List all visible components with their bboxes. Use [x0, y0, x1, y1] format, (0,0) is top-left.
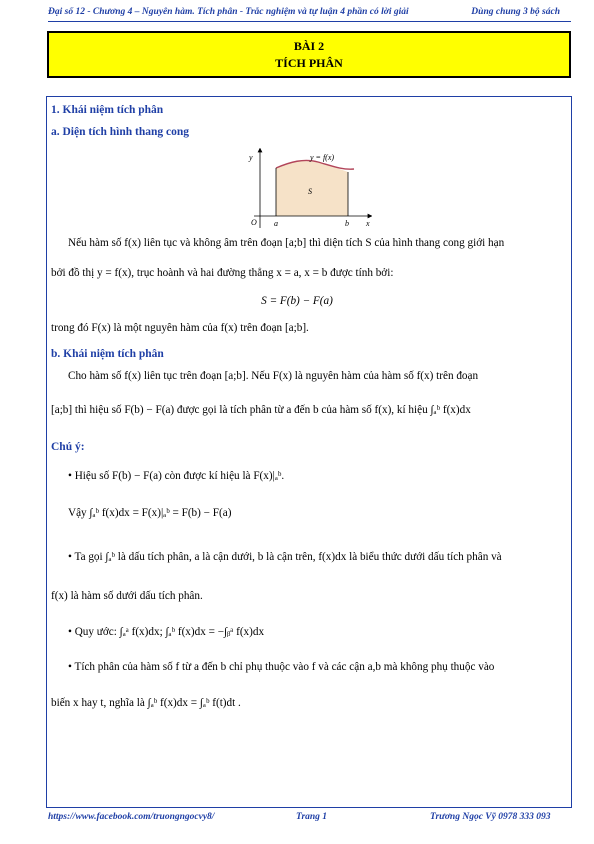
note-2-line2: f(x) là hàm số dưới dấu tích phân.: [51, 590, 203, 602]
y-label: y: [249, 153, 253, 162]
title-line-2: TÍCH PHÂN: [275, 56, 343, 70]
note-3: • Quy ước: ∫ₐᵃ f(x)dx; ∫ₐᵇ f(x)dx = −∫ᵦᵃ f(x)dx: [68, 626, 265, 638]
title-line-1: BÀI 2: [293, 39, 325, 53]
header-divider: [48, 21, 571, 22]
b-label: b: [345, 219, 349, 228]
subsection-b-heading: b. Khái niệm tích phân: [51, 348, 164, 360]
note-heading: Chú ý:: [51, 441, 85, 453]
para2-line1: Cho hàm số f(x) liên tục trên đoạn [a;b]. Nếu F(x) là nguyên hàm của hàm số f(x) trên đoạn: [68, 370, 479, 382]
origin-label: O: [251, 218, 257, 227]
shaded-region: [276, 160, 348, 216]
header-left: Đại số 12 - Chương 4 – Nguyên hàm. Tích phân - Trắc nghiệm và tự luận 4 phần có lời giải: [48, 7, 409, 17]
footer-author: Trương Ngọc Vỹ 0978 333 093: [430, 812, 551, 822]
footer-link[interactable]: https://www.facebook.com/truongngocvy8/: [48, 812, 215, 822]
para2-line2: [a;b] thì hiệu số F(b) − F(a) được gọi là tích phân từ a đến b của hàm số f(x), kí hiệu ∫ₐᵇ f(x)dx: [51, 404, 471, 416]
note-4-line1: • Tích phân của hàm số f từ a đến b chỉ phụ thuộc vào f và các cận a,b mà không phụ thuộc vào: [68, 661, 495, 673]
area-graph: [232, 148, 372, 230]
area-label: S: [308, 187, 312, 196]
title-box: [47, 31, 571, 78]
note-4-line2: biến x hay t, nghĩa là ∫ₐᵇ f(x)dx = ∫ₐᵇ f(t)dt .: [51, 697, 241, 709]
note-1b: Vậy ∫ₐᵇ f(x)dx = F(x)|ₐᵇ = F(b) − F(a): [68, 507, 232, 519]
para1-line3: trong đó F(x) là một nguyên hàm của f(x) trên đoạn [a;b].: [51, 322, 309, 334]
section-heading: 1. Khái niệm tích phân: [51, 104, 164, 116]
para1-line1: Nếu hàm số f(x) liên tục và không âm trên đoạn [a;b] thì diện tích S của hình thang cong giới hạn: [68, 237, 505, 249]
formula-area: S = F(b) − F(a): [261, 295, 333, 307]
header-right: Dùng chung 3 bộ sách: [471, 7, 560, 17]
subsection-a-heading: a. Diện tích hình thang cong: [51, 126, 190, 138]
curve-label: y = f(x): [310, 153, 335, 162]
note-1: • Hiệu số F(b) − F(a) còn được kí hiệu là F(x)|ₐᵇ.: [68, 470, 285, 482]
para1-line2: bởi đồ thị y = f(x), trục hoành và hai đường thẳng x = a, x = b được tính bởi:: [51, 267, 394, 279]
a-label: a: [274, 219, 278, 228]
footer-page: Trang 1: [296, 812, 328, 822]
note-2-line1: • Ta gọi ∫ₐᵇ là dấu tích phân, a là cận dưới, b là cận trên, f(x)dx là biểu thức dưới dấu tích phân và: [68, 551, 502, 563]
x-label: x: [366, 219, 370, 228]
